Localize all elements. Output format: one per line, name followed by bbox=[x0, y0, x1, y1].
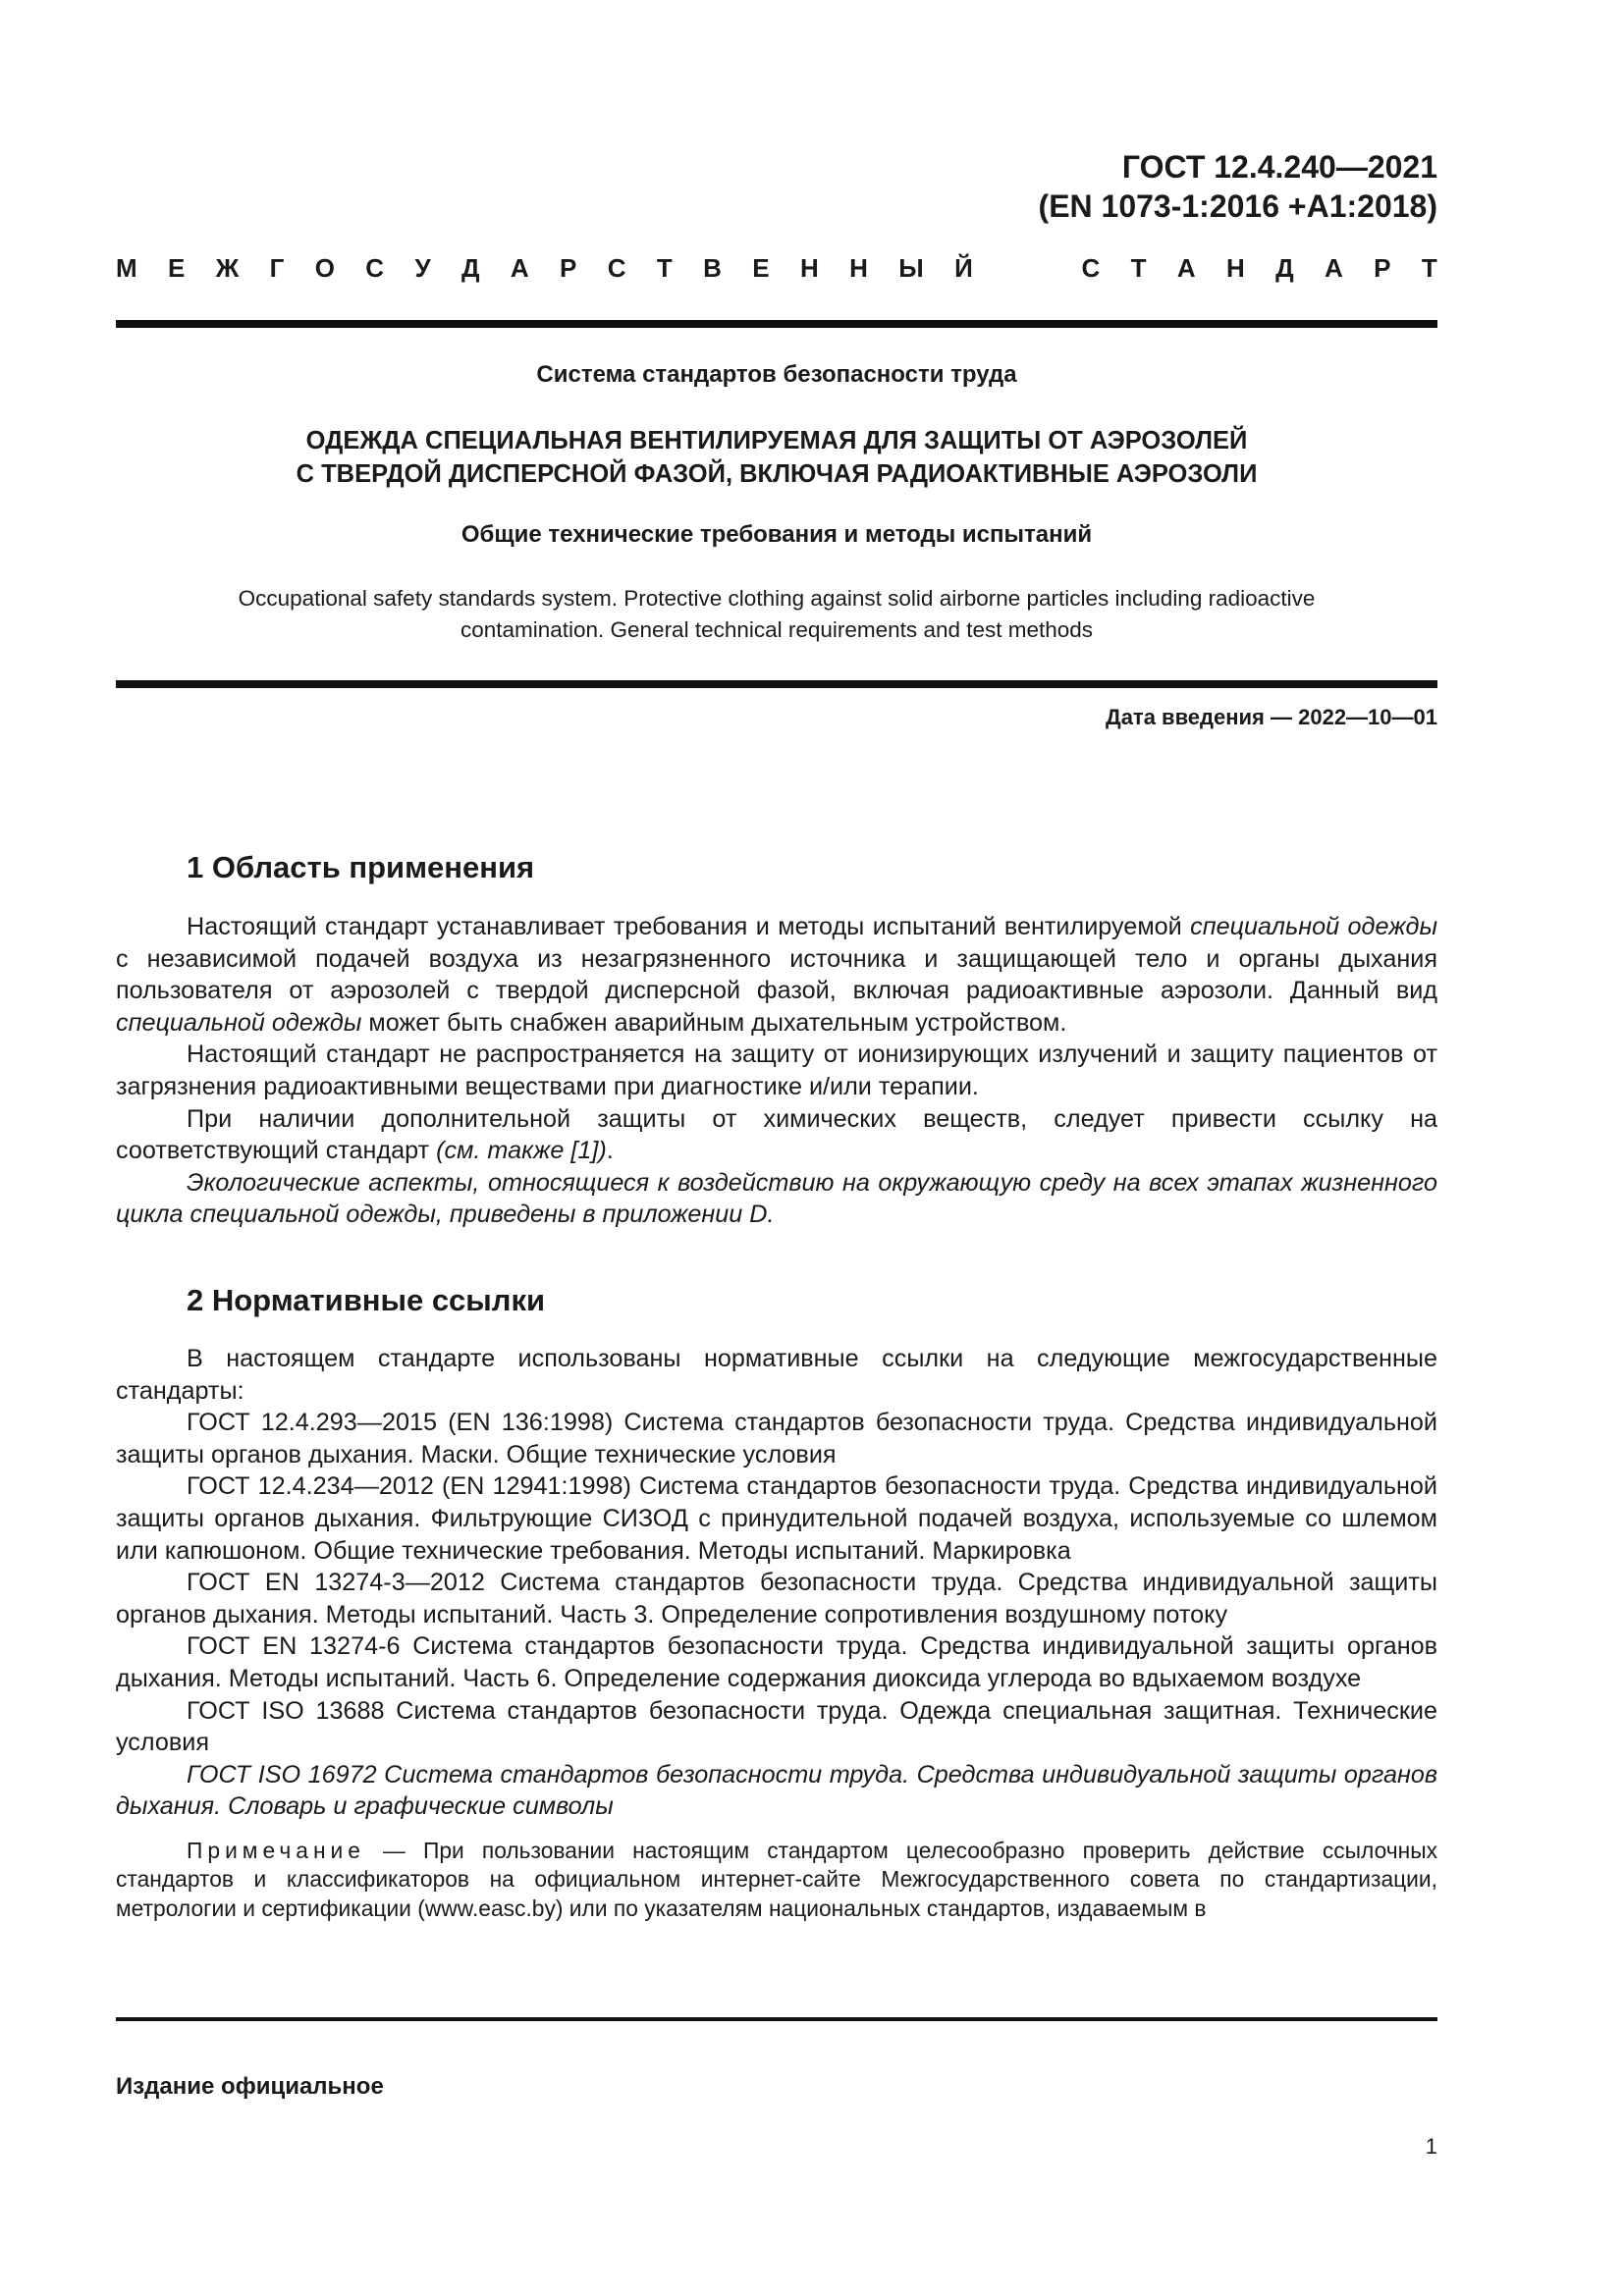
banner-letter: Т bbox=[1130, 253, 1147, 283]
banner-letter: Т bbox=[656, 253, 673, 283]
banner-letter: В bbox=[703, 253, 722, 283]
en-reference: (EN 1073-1:2016 +A1:2018) bbox=[1038, 188, 1437, 224]
text-run: Настоящий стандарт устанавливает требования и методы испытаний вентилируемой bbox=[187, 913, 1191, 940]
system-title: Система стандартов безопасности труда bbox=[536, 361, 1017, 388]
banner-letter: О bbox=[314, 253, 335, 283]
section-1-paragraph bbox=[116, 911, 1437, 1039]
section-1-paragraph: Настоящий стандарт не распространяется на защиту от ионизирующих излучений и защиту пациентов от загрязнения радиоактивными веществами при диагностике и/или терапии. bbox=[116, 1041, 1437, 1100]
document-title bbox=[116, 424, 1437, 491]
normative-reference: ГОСТ EN 13274-6 Система стандартов безопасности труда. Средства индивидуальной защиты органов дыхания. Методы испытаний. Часть 6. Определение содержания диоксида углерода во вдыхаемом воздухе bbox=[116, 1632, 1437, 1692]
english-title-line-2: contamination. General technical requirements and test methods bbox=[460, 617, 1094, 642]
edition-label: Издание официальное bbox=[116, 2073, 384, 2100]
section-2-intro: В настоящем стандарте использованы нормативные ссылки на следующие межгосударственные стандарты: bbox=[116, 1345, 1437, 1405]
italic-term: специальной одежды bbox=[1190, 913, 1437, 940]
banner-letter: А bbox=[1325, 253, 1343, 283]
text-run: . bbox=[606, 1137, 614, 1165]
section-1-body bbox=[116, 911, 1437, 1231]
section-1-paragraph: Экологические аспекты, относящиеся к воздействию на окружающую среду на всех этапах жизненного цикла специальной одежды, приведены в приложении D. bbox=[116, 1168, 1437, 1229]
title-line-2: С ТВЕРДОЙ ДИСПЕРСНОЙ ФАЗОЙ, ВКЛЮЧАЯ РАДИОАКТИВНЫЕ АЭРОЗОЛИ bbox=[296, 460, 1258, 488]
introduction-date: Дата введения — 2022—10—01 bbox=[1106, 705, 1437, 729]
interstate-standard-banner bbox=[116, 253, 1437, 284]
title-rule bbox=[116, 680, 1437, 688]
normative-reference: ГОСТ ISO 16972 Система стандартов безопасности труда. Средства индивидуальной защиты органов дыхания. Словарь и графические символы bbox=[116, 1760, 1437, 1821]
banner-letter: Н bbox=[849, 253, 868, 283]
header-rule bbox=[116, 320, 1437, 328]
section-1-heading: 1 Область применения bbox=[187, 850, 535, 884]
banner-letter: А bbox=[1176, 253, 1196, 283]
english-title bbox=[116, 583, 1437, 646]
note-text: — При пользовании настоящим стандартом целесообразно проверить действие ссылочных стандартов и классификаторов на официальном интернет-сайте Межгосударственного совета по стандартизации, метрологии и сертификации (www.easc.by) или по указателям национальных стандартов, издаваемым в bbox=[116, 1837, 1437, 1921]
normative-reference: ГОСТ EN 13274-3—2012 Система стандартов безопасности труда. Средства индивидуальной защиты органов дыхания. Методы испытаний. Часть 3. Определение сопротивления воздушному потоку bbox=[116, 1569, 1437, 1629]
normative-reference: ГОСТ 12.4.234—2012 (EN 12941:1998) Система стандартов безопасности труда. Средства индивидуальной защиты органов дыхания. Фильтрующие СИЗОД с принудительной подачей воздуха, используемые со шлемом или капюшоном. Общие технические требования. Методы испытаний. Маркировка bbox=[116, 1472, 1437, 1565]
section-2-heading: 2 Нормативные ссылки bbox=[187, 1283, 546, 1317]
banner-letter: Д bbox=[1275, 253, 1294, 283]
banner-letter: Н bbox=[799, 253, 819, 283]
banner-letter: Е bbox=[168, 253, 186, 283]
banner-letter: У bbox=[414, 253, 431, 283]
section-1-paragraph bbox=[116, 1103, 1437, 1167]
note bbox=[116, 1837, 1437, 1924]
normative-reference: ГОСТ ISO 13688 Система стандартов безопасности труда. Одежда специальная защитная. Технические условия bbox=[116, 1696, 1437, 1757]
note-label: Примечание bbox=[187, 1837, 365, 1863]
banner-letter: Р bbox=[560, 253, 577, 283]
banner-letter: Д bbox=[460, 253, 480, 283]
italic-term: специальной одежды bbox=[116, 1008, 362, 1037]
normative-reference: ГОСТ 12.4.293—2015 (EN 136:1998) Система стандартов безопасности труда. Средства индивидуальной защиты органов дыхания. Маски. Общие технические условия bbox=[116, 1409, 1437, 1468]
page-number: 1 bbox=[1425, 2134, 1437, 2159]
banner-letter: Р bbox=[1374, 253, 1391, 283]
title-line-1: ОДЕЖДА СПЕЦИАЛЬНАЯ ВЕНТИЛИРУЕМАЯ ДЛЯ ЗАЩИТЫ ОТ АЭРОЗОЛЕЙ bbox=[305, 427, 1248, 454]
text-run: При наличии дополнительной защиты от химических веществ, следует привести ссылку на соответствующий стандарт bbox=[116, 1104, 1437, 1165]
italic-reference: (см. также [1]) bbox=[436, 1137, 607, 1165]
banner-letter: С bbox=[365, 253, 385, 283]
banner-letter: Т bbox=[1421, 253, 1437, 283]
banner-letter: С bbox=[607, 253, 626, 283]
banner-letter: Ы bbox=[898, 253, 924, 283]
banner-letter: Й bbox=[954, 253, 973, 283]
document-subtitle: Общие технические требования и методы испытаний bbox=[460, 521, 1093, 548]
banner-letter: С bbox=[1081, 253, 1101, 283]
banner-letter: Н bbox=[1226, 253, 1245, 283]
english-title-line-1: Occupational safety standards system. Protective clothing against solid airborne particles including radioactive bbox=[238, 586, 1316, 611]
banner-letter: Ж bbox=[215, 253, 240, 283]
text-run: с независимой подачей воздуха из незагрязненного источника и защищающей тело и органы дыхания пользователя от аэрозолей с твердой дисперсной фазой, включая радиоактивные аэрозоли. Данный вид bbox=[116, 944, 1437, 1005]
text-run: может быть снабжен аварийным дыхательным устройством. bbox=[361, 1008, 1067, 1037]
footer-rule bbox=[116, 2017, 1437, 2021]
standard-designation bbox=[1039, 147, 1437, 226]
banner-letter: М bbox=[116, 253, 137, 283]
banner-letter: Г bbox=[269, 253, 285, 283]
banner-letter: Е bbox=[752, 253, 770, 283]
gost-number: ГОСТ 12.4.240—2021 bbox=[1121, 149, 1437, 185]
section-2-body bbox=[116, 1343, 1437, 1923]
banner-word-gap bbox=[1003, 253, 1051, 284]
banner-letter: А bbox=[510, 253, 529, 283]
